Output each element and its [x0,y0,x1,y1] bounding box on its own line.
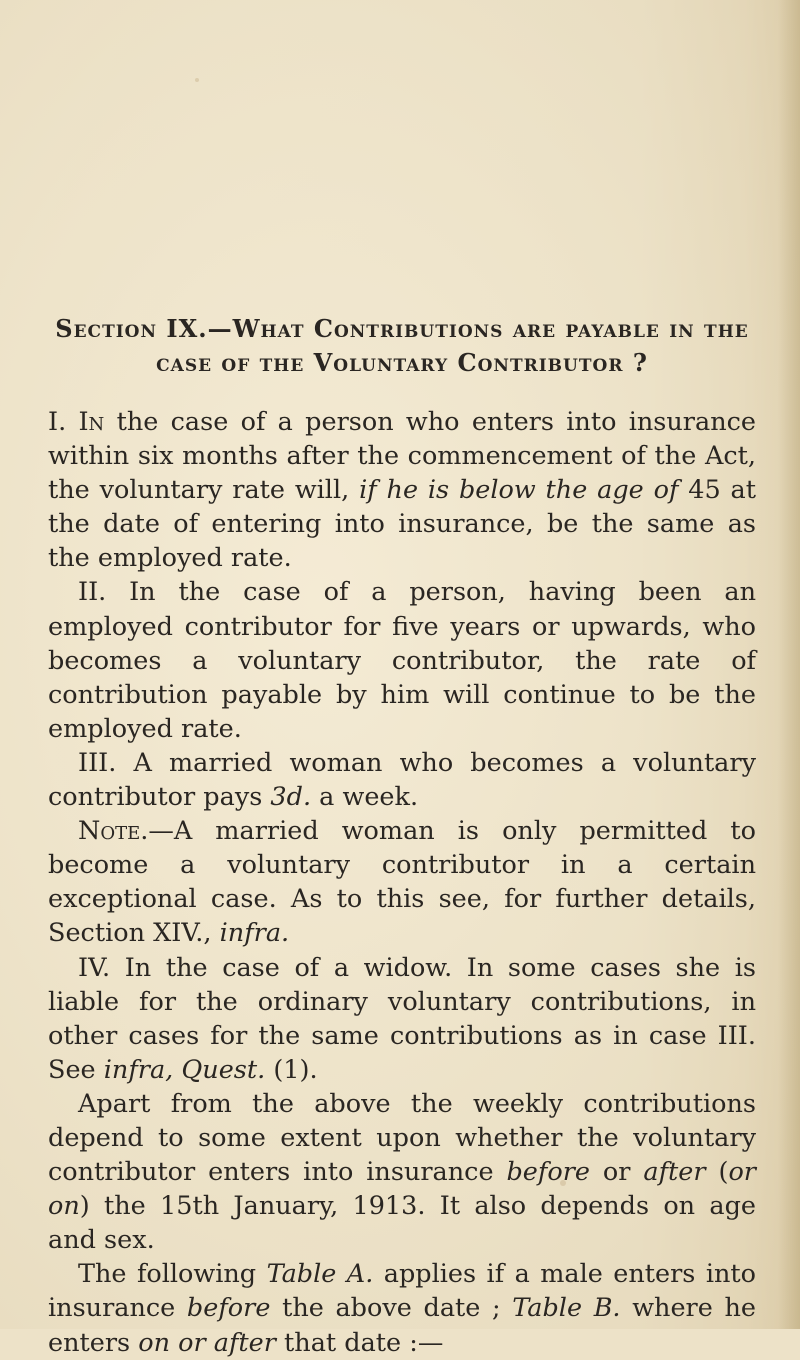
note-label: Note. [78,816,149,847]
section-heading [48,312,756,380]
paragraph-text: the case of a person who enters into insurance within six months after the commencement of the Act, the voluntary rate will, [48,407,756,506]
text-block [48,312,756,1360]
paragraph-ii [48,575,756,745]
paragraph-text: (1). [265,1054,318,1085]
paragraph-text: Apart from the above the weekly contributions depend to some extent upon whether the voluntary contributor enters into insurance [48,1088,756,1188]
paragraph-text: a week. [311,782,419,813]
paragraph-text: The following [78,1259,267,1290]
paragraph-iv [48,951,756,1087]
italic-phrase: before [506,1157,590,1188]
section-heading-line-1: Section IX.—What Contributions are payable in the [55,314,749,343]
paragraph-text: ( [705,1157,729,1188]
italic-phrase: after [643,1157,706,1188]
italic-phrase: or on [48,1157,756,1222]
italic-phrase: Table A. [266,1259,374,1290]
paragraph-text: where he enters [48,1293,756,1358]
paragraph-text: IV. In the case of a widow. In some cases she is liable for the ordinary voluntary contributions, in other cases for the same contributions as in case III. See [48,952,756,1085]
note-paragraph [48,814,756,950]
paragraph-iii [48,746,756,814]
italic-phrase: 3d. [270,782,312,813]
italic-phrase: infra. [219,918,290,949]
italic-phrase: if he is below the age of [359,475,679,506]
paragraph-number: I. [48,407,67,437]
italic-phrase: infra, Quest. [103,1054,266,1085]
foxing-spot [195,78,199,82]
paragraph-tables [48,1257,756,1359]
paragraph-text: that date :— [275,1327,444,1358]
paragraph-text: the above date ; [270,1293,513,1324]
paragraph-lead-word: In [78,407,105,437]
paragraph-text: ) the 15th January, 1913. It also depends on age and sex. [48,1191,756,1256]
italic-phrase: on or after [138,1327,276,1358]
page-edge-shadow [778,0,800,1329]
paragraph-i [48,405,756,575]
paragraph-apart [48,1087,756,1257]
italic-phrase: before [186,1293,271,1324]
paragraph-text: —A married woman is only permitted to become a voluntary contributor in a certain exceptional case. As to this see, for further details, Section XIV., [48,816,756,949]
paragraph-text: 45 at the date of entering into insurance, be the same as the employed rate. [48,475,757,574]
paragraph-text: III. A married woman who becomes a voluntary contributor pays [48,747,756,813]
paragraph-text: applies if a male enters into insurance [48,1259,756,1324]
paragraph-text: II. In the case of a person, having been an employed contributor for five years or upwards, who becomes a voluntary contributor, the rate of contribution payable by him will continue to be the employed rate. [48,577,756,744]
section-heading-line-2: case of the Voluntary Contributor ? [156,348,648,377]
paragraph-text: or [589,1157,644,1188]
italic-phrase: Table B. [512,1293,621,1324]
